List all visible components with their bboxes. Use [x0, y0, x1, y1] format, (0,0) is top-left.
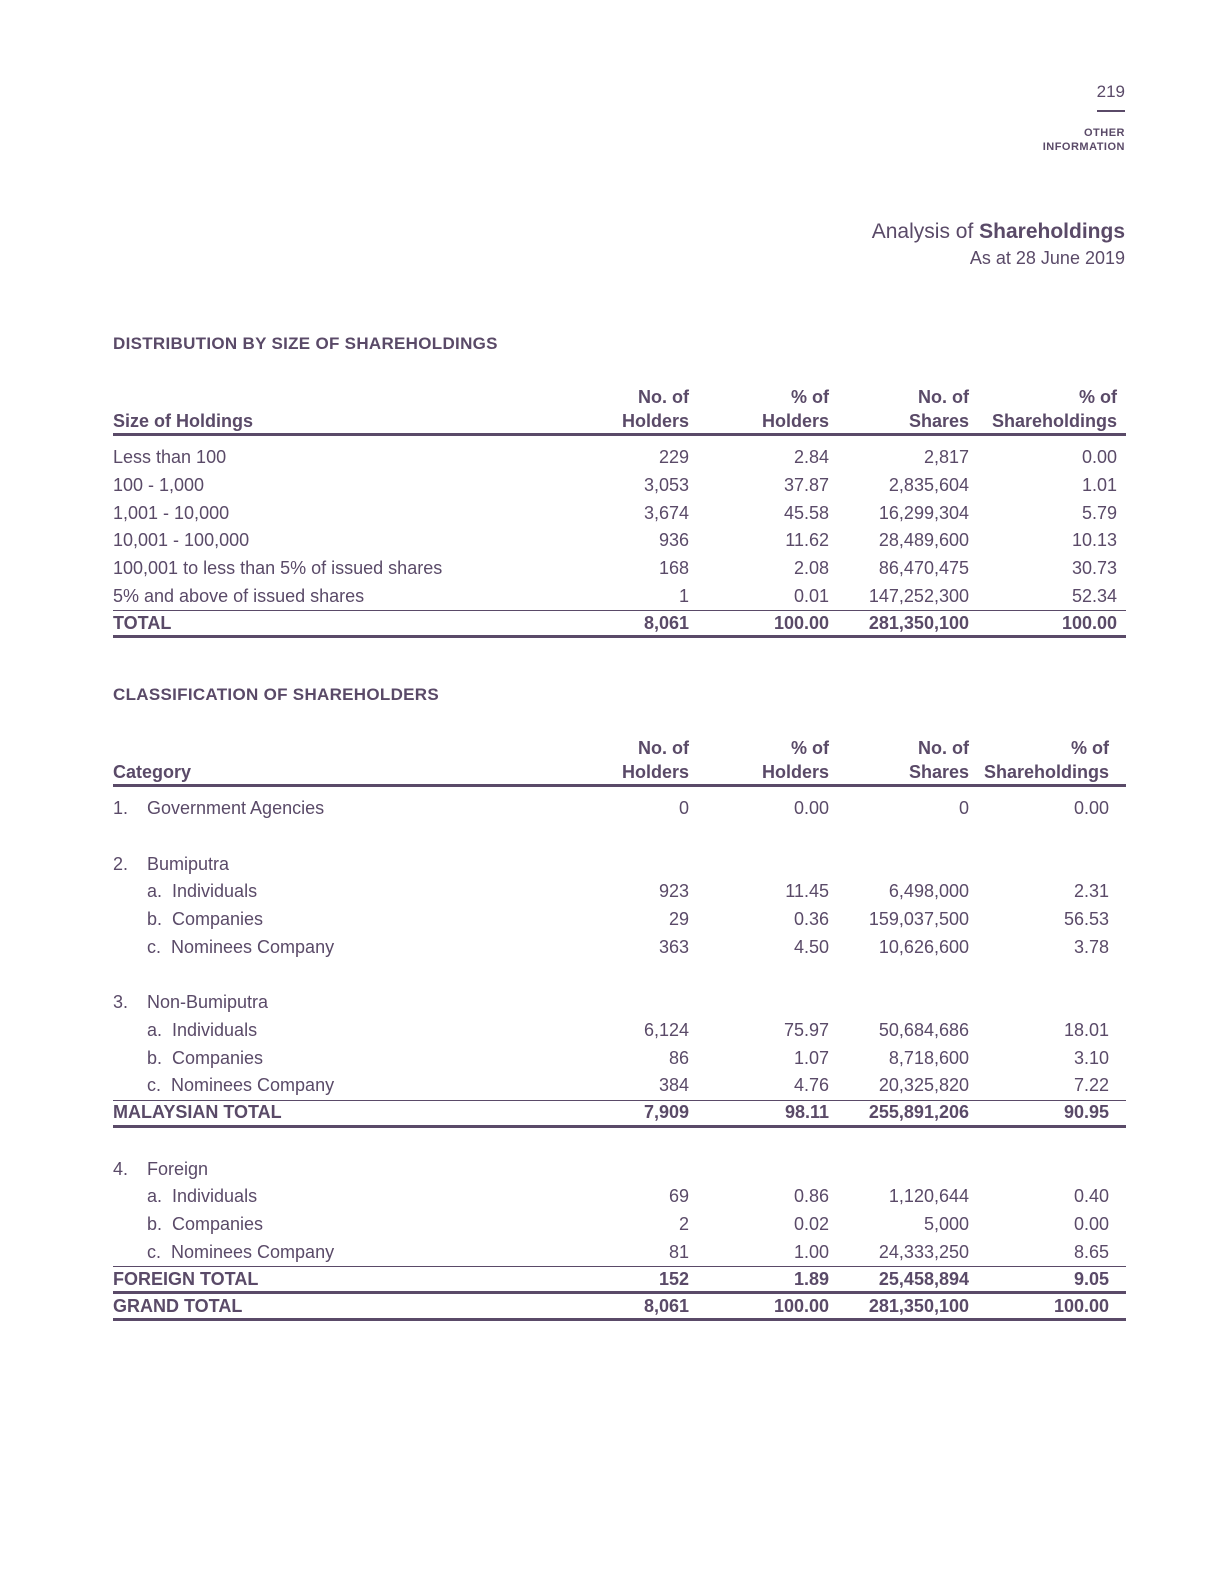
- category-name: Bumiputra: [147, 853, 230, 874]
- cell-pct-shareholdings: 0.00: [1073, 798, 1109, 819]
- cell-shares: 10,626,600: [878, 936, 969, 957]
- cell-shares: 50,684,686: [878, 1019, 969, 1040]
- cell-shares: 86,470,475: [878, 558, 969, 579]
- cell-pct-shareholdings: 9.05: [969, 1267, 1126, 1293]
- cell-pct-shareholdings: 2.31: [1073, 881, 1109, 902]
- cell-holders: 1: [678, 585, 689, 606]
- cell-pct-holders: 0.00: [793, 798, 829, 819]
- spacer-row: [113, 961, 1126, 989]
- distribution-total-row: [113, 611, 1126, 637]
- cell-shares: 281,350,100: [829, 1293, 969, 1320]
- cell-pct-shareholdings: 30.73: [1071, 558, 1117, 579]
- cell-pct-holders: 0.86: [793, 1186, 829, 1207]
- col-header-no-shares: No. of Shares: [829, 385, 969, 435]
- cell-pct-shareholdings: 18.01: [1063, 1019, 1109, 1040]
- category-subrow: [113, 933, 1126, 961]
- category-name: Foreign: [147, 1158, 209, 1179]
- row-label: 100,001 to less than 5% of issued shares: [113, 558, 443, 579]
- category-number: 2.: [113, 853, 129, 874]
- row-label: GRAND TOTAL: [113, 1293, 593, 1320]
- category-subrow: [113, 1017, 1126, 1045]
- row-label: c. Nominees Company: [147, 936, 335, 957]
- col-header-pct-shareholdings: % of Shareholdings: [969, 385, 1126, 435]
- row-label: Less than 100: [113, 447, 227, 468]
- cell-holders: 229: [658, 447, 689, 468]
- category-subrow: [113, 1072, 1126, 1100]
- cell-holders: 936: [658, 530, 689, 551]
- classification-heading: CLASSIFICATION OF SHAREHOLDERS: [113, 685, 440, 704]
- cell-pct-shareholdings: 0.40: [1073, 1186, 1109, 1207]
- cell-pct-holders: 0.36: [793, 909, 829, 930]
- report-title-light: Analysis of: [871, 220, 980, 243]
- cell-shares: 28,489,600: [878, 530, 969, 551]
- distribution-row: [113, 435, 1126, 472]
- cell-holders: 8,061: [593, 1293, 689, 1320]
- cell-pct-holders: 45.58: [783, 502, 829, 523]
- distribution-table: [113, 385, 1126, 638]
- spacer-row: [113, 1126, 1126, 1155]
- cell-shares: 2,817: [923, 447, 969, 468]
- distribution-row: [113, 499, 1126, 527]
- category-number: 3.: [113, 992, 129, 1013]
- cell-pct-holders: 0.01: [793, 585, 829, 606]
- spacer-cell: [113, 823, 1126, 851]
- row-label: b. Companies: [147, 1213, 264, 1234]
- malaysian-total-row: [113, 1100, 1126, 1126]
- row-label: c. Nominees Company: [147, 1075, 335, 1096]
- category-subrow: [113, 906, 1126, 934]
- cell-pct-shareholdings: 3.78: [1073, 936, 1109, 957]
- cell-holders: 7,909: [593, 1100, 689, 1126]
- category-subrow: [113, 1211, 1126, 1239]
- cell-pct-shareholdings: 0.00: [1081, 447, 1117, 468]
- grand-total-row: [113, 1293, 1126, 1320]
- section-label-line1: OTHER: [1084, 127, 1125, 139]
- category-name: Non-Bumiputra: [147, 992, 269, 1013]
- cell-pct-holders: 1.07: [793, 1047, 829, 1068]
- row-label: MALAYSIAN TOTAL: [113, 1100, 593, 1126]
- report-title-bold: Shareholdings: [979, 220, 1125, 243]
- cell-pct-holders: 75.97: [783, 1019, 829, 1040]
- category-group-row: [113, 850, 1126, 878]
- col-header-no-holders: No. of Holders: [593, 385, 689, 435]
- cell-holders: 0: [678, 798, 689, 819]
- row-label: a. Individuals: [147, 1186, 258, 1207]
- spacer-cell: [113, 1126, 1126, 1155]
- section-label-line2: INFORMATION: [1042, 141, 1125, 153]
- cell-pct-holders: 100.00: [689, 1293, 829, 1320]
- cell-shares: 16,299,304: [878, 502, 969, 523]
- cell-pct-shareholdings: 100.00: [969, 1293, 1126, 1320]
- spacer-row: [113, 823, 1126, 851]
- cell-pct-holders: 4.50: [793, 936, 829, 957]
- cell-pct-shareholdings: 56.53: [1063, 909, 1109, 930]
- cell-pct-shareholdings: 5.79: [1081, 502, 1117, 523]
- cell-holders: 3,053: [643, 475, 689, 496]
- cell-shares: 8,718,600: [888, 1047, 969, 1068]
- cell-pct-shareholdings: 8.65: [1073, 1241, 1109, 1262]
- col-header-size: Size of Holdings: [113, 385, 593, 435]
- cell-shares: 147,252,300: [868, 585, 969, 606]
- cell-holders: 8,061: [593, 611, 689, 637]
- row-label: 5% and above of issued shares: [113, 585, 365, 606]
- page-number-rule: [1097, 110, 1125, 112]
- distribution-row: [113, 527, 1126, 555]
- cell-holders: 384: [658, 1075, 689, 1096]
- col-header-pct-shareholdings: % of Shareholdings: [969, 736, 1126, 786]
- category-subrow: [113, 1238, 1126, 1266]
- cell-shares: 0: [958, 798, 969, 819]
- cell-shares: 159,037,500: [868, 909, 969, 930]
- cell-shares: 5,000: [923, 1213, 969, 1234]
- col-header-no-holders: No. of Holders: [593, 736, 689, 786]
- cell-shares: 25,458,894: [829, 1267, 969, 1293]
- row-label: 1,001 - 10,000: [113, 502, 230, 523]
- cell-pct-holders: 11.62: [785, 530, 829, 551]
- cell-shares: 24,333,250: [878, 1241, 969, 1262]
- category-group-label: [113, 850, 1126, 878]
- row-label: 100 - 1,000: [113, 475, 205, 496]
- row-label: a. Individuals: [147, 1019, 258, 1040]
- cell-holders: 152: [593, 1267, 689, 1293]
- category-group-row: [113, 1155, 1126, 1183]
- cell-holders: 29: [668, 909, 689, 930]
- distribution-row: [113, 582, 1126, 610]
- cell-pct-shareholdings: 90.95: [969, 1100, 1126, 1126]
- cell-pct-holders: 98.11: [689, 1100, 829, 1126]
- cell-pct-holders: 1.89: [689, 1267, 829, 1293]
- cell-pct-shareholdings: 1.01: [1081, 475, 1117, 496]
- category-group-label: [113, 1155, 1126, 1183]
- category-subrow: [113, 1183, 1126, 1211]
- cell-holders: 6,124: [643, 1019, 689, 1040]
- cell-holders: 363: [658, 936, 689, 957]
- cell-holders: 2: [678, 1213, 689, 1234]
- row-label: TOTAL: [113, 611, 593, 637]
- category-number: 4.: [113, 1158, 129, 1179]
- category-name: Government Agencies: [147, 798, 325, 819]
- cell-pct-holders: 1.00: [793, 1241, 829, 1262]
- row-label: FOREIGN TOTAL: [113, 1267, 593, 1293]
- cell-shares: 281,350,100: [829, 611, 969, 637]
- cell-pct-shareholdings: 3.10: [1073, 1047, 1109, 1068]
- col-header-no-shares: No. of Shares: [829, 736, 969, 786]
- cell-pct-holders: 2.08: [793, 558, 829, 579]
- cell-pct-holders: 4.76: [793, 1075, 829, 1096]
- cell-holders: 69: [668, 1186, 689, 1207]
- cell-pct-holders: 0.02: [793, 1213, 829, 1234]
- page-number: 219: [1096, 82, 1125, 101]
- col-header-pct-holders: % of Holders: [689, 385, 829, 435]
- distribution-row: [113, 555, 1126, 583]
- distribution-row: [113, 472, 1126, 500]
- cell-pct-shareholdings: 10.13: [1071, 530, 1117, 551]
- cell-holders: 3,674: [643, 502, 689, 523]
- cell-pct-holders: 2.84: [793, 447, 829, 468]
- cell-shares: 20,325,820: [878, 1075, 969, 1096]
- cell-holders: 81: [668, 1241, 689, 1262]
- cell-pct-shareholdings: 0.00: [1073, 1213, 1109, 1234]
- cell-shares: 6,498,000: [888, 881, 969, 902]
- category-subrow: [113, 878, 1126, 906]
- cell-pct-holders: 11.45: [785, 881, 829, 902]
- category-subrow: [113, 1044, 1126, 1072]
- cell-pct-holders: 100.00: [689, 611, 829, 637]
- category-number: 1.: [113, 798, 129, 819]
- col-header-category: Category: [113, 736, 593, 786]
- cell-shares: 255,891,206: [829, 1100, 969, 1126]
- distribution-header-row: [113, 385, 1126, 435]
- report-title: [872, 220, 1125, 244]
- category-group-row: [113, 989, 1126, 1017]
- distribution-heading: DISTRIBUTION BY SIZE OF SHAREHOLDINGS: [113, 334, 498, 353]
- cell-holders: 923: [658, 881, 689, 902]
- row-label: a. Individuals: [147, 881, 258, 902]
- cell-pct-shareholdings: 100.00: [969, 611, 1126, 637]
- row-label: b. Companies: [147, 909, 264, 930]
- classification-header-row: [113, 736, 1126, 786]
- cell-shares: 2,835,604: [888, 475, 969, 496]
- spacer-cell: [113, 961, 1126, 989]
- col-header-pct-holders: % of Holders: [689, 736, 829, 786]
- report-date: As at 28 June 2019: [969, 248, 1125, 268]
- row-label: [113, 786, 593, 823]
- row-label: c. Nominees Company: [147, 1241, 335, 1262]
- cell-shares: 1,120,644: [888, 1186, 969, 1207]
- category-row-government: [113, 786, 1126, 823]
- section-label: [1043, 126, 1125, 154]
- cell-pct-holders: 37.87: [783, 475, 829, 496]
- foreign-total-row: [113, 1267, 1126, 1293]
- cell-pct-shareholdings: 52.34: [1071, 585, 1117, 606]
- row-label: b. Companies: [147, 1047, 264, 1068]
- cell-holders: 86: [668, 1047, 689, 1068]
- cell-holders: 168: [658, 558, 689, 579]
- classification-table: [113, 736, 1126, 1321]
- category-group-label: [113, 989, 1126, 1017]
- cell-pct-shareholdings: 7.22: [1073, 1075, 1109, 1096]
- row-label: 10,001 - 100,000: [113, 530, 250, 551]
